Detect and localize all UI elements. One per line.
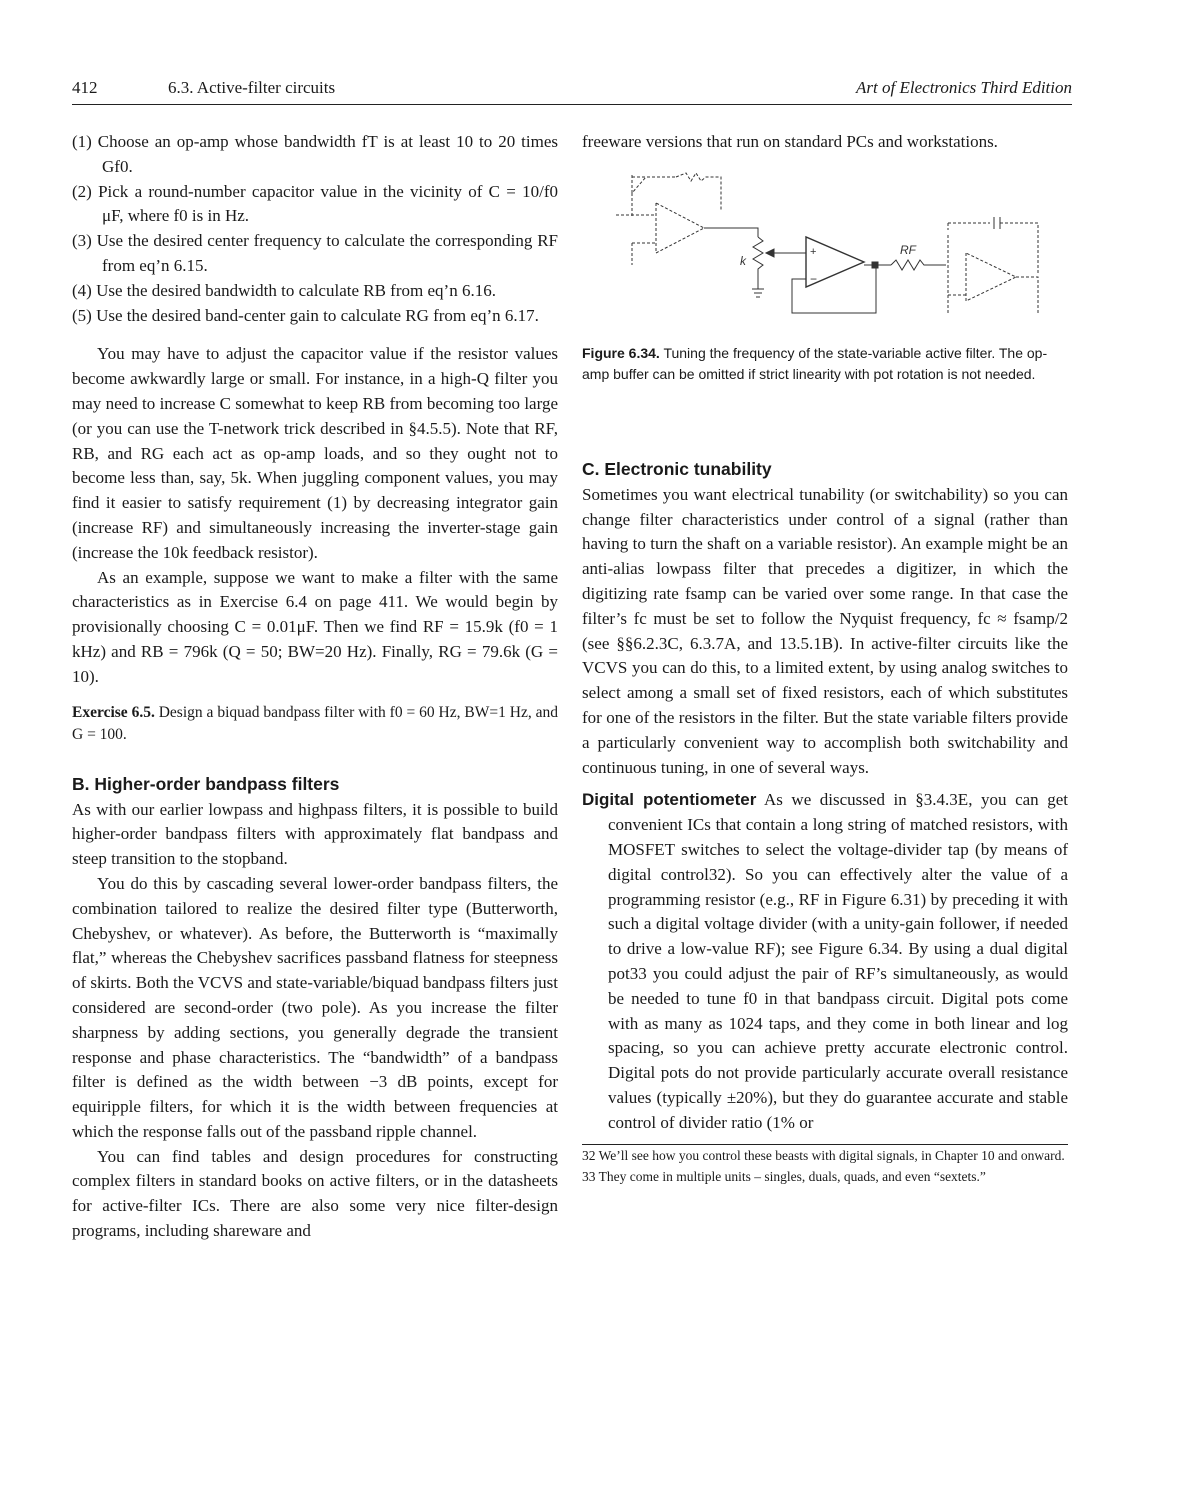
section-heading-c: C. Electronic tunability [582, 458, 772, 479]
body-paragraph: You may have to adjust the capacitor value if the resistor values become awkwardly large or small. For instance, in a high-Q filter you may need to increase C somewhat to keep RB from becoming too large (or you can use the T-network trick described in §4.5.5). Note that RF, RB, and RG each act as op-amp loads, and so they ought not to become less than, say, 5k. When juggling component values, you may find it easier to satisfy requirement (1) by decreasing integrator gain (increase RF) and simultaneously increasing the inverter-stage gain (increase the 10k feedback resistor). [72, 344, 558, 562]
label-k: k [740, 253, 746, 268]
body-paragraph: Sometimes you want electrical tunability (or switchability) so you can change filter characteristics under control of a signal (rather than having to turn the shaft on a variable resistor). An example might be an anti-alias lowpass filter that precedes a digitizer, in which the digitizing rate fsamp can be varied over some range. In that case the filter’s fc must be set to follow the Nyquist frequency, fc ≈ fsamp/2 (see §§6.2.3C, 6.3.7A, and 13.5.1B). In active-filter circuits like the VCVS you can do this, to a limited extent, by using analog switches to select among a small set of fixed resistors, each of which substitutes for one of the resistors in the filter. But the state variable filters provide a particularly convenient way to accomplish both switchability and continuous tuning, in one of several ways. [582, 484, 1068, 777]
run-in-term: Digital potentiometer [582, 790, 757, 810]
page-number: 412 [72, 78, 98, 97]
figure-6-34 [582, 155, 1068, 395]
book-title: Art of Electronics Third Edition [856, 78, 1072, 97]
digital-potentiometer-paragraph [582, 788, 1068, 1135]
dp-text: As we discussed in §3.4.3E, you can get convenient ICs that contain a long string of matched resistors, with MOSFET switches to select the voltage-divider tap (by means of digital control32). So you can effectively alter the value of a programming resistor (e.g., RF in Figure 6.31) by preceding it with such a digital voltage divider (with a unity-gain follower, if needed to drive a low-value RF); see Figure 6.34. By using a dual digital pot33 you could adjust the pair of RF’s simultaneously, as would be needed to tune f0 in that bandpass circuit. Digital pots come with as many as 1024 taps, and they come in both linear and log spacing, so you can achieve pretty accurate electronic control. Digital pots do not provide particularly accurate overall resistance values (typically ±20%), but they do guarantee accurate and stable control of divider ratio (1% or [608, 790, 1068, 1132]
potentiometer [753, 237, 763, 289]
caption-text: Tuning the frequency of the state-variable active filter. The op-amp buffer can be omitted if strict linearity with pot rotation is not needed. [582, 344, 1048, 382]
right-opamp [966, 253, 1016, 301]
exercise [72, 702, 558, 746]
resistor-rf [891, 260, 946, 270]
body-paragraph: freeware versions that run on standard PCs and workstations. [582, 132, 998, 151]
left-column [72, 130, 558, 1244]
list-item: (5) Use the desired band-center gain to calculate RG from eq’n 6.17. [72, 305, 539, 325]
design-steps-list [72, 130, 558, 328]
body-paragraph: You do this by cascading several lower-order bandpass filters, the combination tailored to realize the desired filter type (Butterworth, Chebyshev, or whatever). As before, the Butterworth is “maximally flat,” whereas the Chebyshev sacrifices passband flatness for steepness of skirts. Both the VCVS and state-variable/biquad bandpass filters just considered are second-order (two pole). As you increase the filter sharpness by adding sections, you generally degrade the transient response and phase characteristics. The “bandwidth” of a bandpass filter is defined as the width between −3 dB points, except for equiripple filters, for which it is the width between frequencies at which the response falls out of the passband ripple channel. [72, 873, 559, 1141]
section-title: 6.3. Active-filter circuits [168, 78, 336, 97]
feedback-wire [792, 265, 876, 313]
right-column [582, 130, 1068, 1187]
list-item: (1) Choose an op-amp whose bandwidth fT is at least 10 to 20 times Gf0. [72, 132, 558, 176]
plus-label: + [810, 245, 817, 258]
left-opamp [656, 203, 704, 253]
body-paragraph: As an example, suppose we want to make a filter with the same characteristics as in Exercise 6.4 on page 411. We would begin by provisionally choosing C = 0.01μF. Then we find RF = 15.9k (f0 = 1 kHz) and RB = 796k (Q = 50; BW=20 Hz). Finally, RG = 79.6k (G = 10). [72, 567, 558, 686]
capacitor [994, 217, 1000, 229]
list-item: (3) Use the desired center frequency to calculate the corresponding RF from eq’n 6.15. [72, 231, 558, 275]
body-paragraph: As with our earlier lowpass and highpass filters, it is possible to build higher-order bandpass filters with approximately flat bandpass and steep transition to the stopband. [72, 799, 558, 869]
section-heading-b: B. Higher-order bandpass filters [72, 773, 340, 794]
list-item: (4) Use the desired bandwidth to calculate RB from eq’n 6.16. [72, 280, 496, 300]
list-item: (2) Pick a round-number capacitor value in the vicinity of C = 10/f0 μF, where f0 is in Hz. [72, 181, 558, 226]
figure-caption [582, 343, 1068, 385]
footnote: 33 They come in multiple units – singles, duals, quads, and even “sextets.” [582, 1168, 986, 1184]
exercise-text: Design a biquad bandpass filter with f0 = 60 Hz, BW=1 Hz, and G = 100. [72, 703, 558, 743]
caption-label: Figure 6.34. [582, 344, 660, 361]
body-paragraph: You can find tables and design procedures for constructing complex filters in standard books on active filters, or in the datasheets for active-filter ICs. There are also some very nice filter-design programs, including shareware and [72, 1146, 558, 1241]
wire [704, 228, 758, 237]
resistor-feedback [676, 173, 721, 210]
ground-symbol [752, 289, 764, 297]
footnote: 32 We’ll see how you control these beasts with digital signals, in Chapter 10 and onward. [582, 1147, 1065, 1163]
circuit-diagram [606, 165, 1046, 340]
header-rule [72, 104, 1072, 105]
exercise-label: Exercise 6.5. [72, 703, 155, 721]
running-header [72, 78, 1072, 104]
label-rf: RF [900, 242, 916, 257]
minus-label: − [810, 271, 818, 286]
